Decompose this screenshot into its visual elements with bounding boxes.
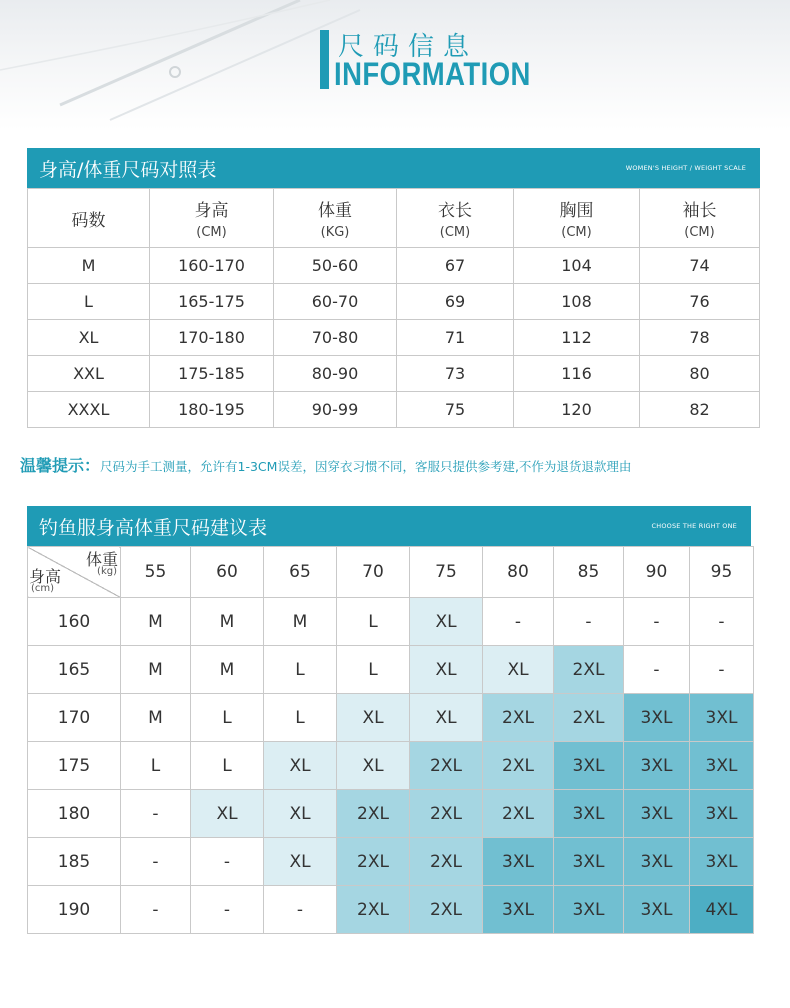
size-chart-cell: 104 bbox=[514, 248, 640, 284]
recommend-cell: M bbox=[191, 646, 264, 694]
header-accent-bar bbox=[320, 30, 329, 89]
size-chart-row bbox=[28, 320, 760, 356]
column-label: 衣长 bbox=[438, 201, 472, 221]
recommend-cell: 3XL bbox=[624, 886, 690, 934]
recommend-cell: - bbox=[264, 886, 337, 934]
recommend-cell: 3XL bbox=[690, 790, 754, 838]
recommend-cell: L bbox=[264, 694, 337, 742]
column-label: 袖长 bbox=[682, 201, 717, 221]
recommend-row bbox=[28, 838, 754, 886]
size-chart-cell: 80-90 bbox=[274, 356, 397, 392]
recommend-cell: 3XL bbox=[554, 790, 624, 838]
size-chart-header-cell bbox=[274, 189, 397, 248]
height-axis-unit: (cm) bbox=[31, 583, 55, 594]
size-chart-cell: 82 bbox=[640, 392, 760, 428]
size-chart-cell: 175-185 bbox=[150, 356, 274, 392]
size-chart-cell: 75 bbox=[397, 392, 514, 428]
column-label: 身高 bbox=[194, 201, 229, 221]
size-chart-cell: 170-180 bbox=[150, 320, 274, 356]
size-chart-cell: XL bbox=[28, 320, 150, 356]
recommend-row bbox=[28, 886, 754, 934]
recommend-cell: 2XL bbox=[337, 790, 410, 838]
recommend-cell: - bbox=[690, 598, 754, 646]
recommend-cell: L bbox=[337, 598, 410, 646]
recommend-cell: 2XL bbox=[410, 886, 483, 934]
size-chart-cell: 50-60 bbox=[274, 248, 397, 284]
weight-header-cell: 65 bbox=[264, 547, 337, 598]
recommend-cell: M bbox=[264, 598, 337, 646]
recommend-cell: XL bbox=[410, 598, 483, 646]
size-chart-cell: 71 bbox=[397, 320, 514, 356]
recommend-cell: 2XL bbox=[410, 790, 483, 838]
recommend-cell: 3XL bbox=[554, 742, 624, 790]
size-tip bbox=[20, 453, 631, 476]
recommend-cell: 3XL bbox=[483, 886, 554, 934]
recommend-cell: XL bbox=[337, 742, 410, 790]
size-chart-cell: 160-170 bbox=[150, 248, 274, 284]
size-chart-cell: L bbox=[28, 284, 150, 320]
recommend-cell: - bbox=[483, 598, 554, 646]
recommend-cell: M bbox=[121, 694, 191, 742]
weight-axis-label: 体重 bbox=[85, 550, 118, 569]
recommend-cell: 3XL bbox=[624, 790, 690, 838]
size-chart-cell: 180-195 bbox=[150, 392, 274, 428]
size-chart-header-cell bbox=[514, 189, 640, 248]
size-chart-table bbox=[27, 188, 760, 428]
size-chart-cell: 76 bbox=[640, 284, 760, 320]
height-header-cell: 170 bbox=[28, 694, 121, 742]
weight-header-cell: 75 bbox=[410, 547, 483, 598]
size-chart-cell: XXXL bbox=[28, 392, 150, 428]
recommend-cell: - bbox=[191, 886, 264, 934]
weight-axis-unit: (kg) bbox=[97, 566, 117, 577]
size-chart-row bbox=[28, 248, 760, 284]
recommend-cell: L bbox=[191, 742, 264, 790]
recommend-cell: - bbox=[554, 598, 624, 646]
column-unit: (CM) bbox=[684, 225, 715, 240]
weight-header-cell: 95 bbox=[690, 547, 754, 598]
size-chart-cell: 116 bbox=[514, 356, 640, 392]
recommend-cell: 4XL bbox=[690, 886, 754, 934]
size-chart-header-cell bbox=[640, 189, 760, 248]
height-header-cell: 165 bbox=[28, 646, 121, 694]
size-chart-cell: 78 bbox=[640, 320, 760, 356]
recommend-cell: - bbox=[690, 646, 754, 694]
tip-label: 温馨提示： bbox=[20, 456, 101, 475]
size-chart-cell: 74 bbox=[640, 248, 760, 284]
size-chart-row bbox=[28, 356, 760, 392]
height-header-cell: 180 bbox=[28, 790, 121, 838]
height-header-cell: 175 bbox=[28, 742, 121, 790]
recommend-header-row bbox=[28, 547, 754, 598]
recommend-cell: 3XL bbox=[690, 838, 754, 886]
recommend-cell: 3XL bbox=[554, 886, 624, 934]
column-unit: (KG) bbox=[320, 225, 350, 240]
weight-header-cell: 55 bbox=[121, 547, 191, 598]
size-chart-cell: 112 bbox=[514, 320, 640, 356]
recommend-cell: XL bbox=[264, 742, 337, 790]
recommend-cell: M bbox=[191, 598, 264, 646]
size-chart-cell: 70-80 bbox=[274, 320, 397, 356]
header-title-cn: 尺码信息 bbox=[338, 32, 479, 62]
recommend-chart-table bbox=[27, 546, 754, 934]
size-chart-cell: 69 bbox=[397, 284, 514, 320]
recommend-cell: 2XL bbox=[483, 790, 554, 838]
recommend-cell: 3XL bbox=[690, 742, 754, 790]
size-chart-title-bar bbox=[27, 148, 760, 188]
recommend-cell: - bbox=[121, 886, 191, 934]
recommend-row bbox=[28, 694, 754, 742]
size-chart-cell: 73 bbox=[397, 356, 514, 392]
weight-header-cell: 90 bbox=[624, 547, 690, 598]
recommend-cell: M bbox=[121, 646, 191, 694]
recommend-cell: - bbox=[121, 838, 191, 886]
tip-text: 尺码为手工测量，允许有1-3CM误差，因穿衣习惯不同，客服只提供参考建,不作为退货退款理由 bbox=[100, 459, 632, 474]
recommend-cell: XL bbox=[264, 790, 337, 838]
recommend-cell: - bbox=[121, 790, 191, 838]
recommend-cell: L bbox=[264, 646, 337, 694]
recommend-cell: - bbox=[624, 598, 690, 646]
recommend-chart-subtitle: CHOOSE THE RIGHT ONE bbox=[651, 522, 737, 530]
size-chart-row bbox=[28, 284, 760, 320]
column-unit: (CM) bbox=[439, 225, 471, 240]
recommend-cell: 2XL bbox=[483, 742, 554, 790]
height-header-cell: 185 bbox=[28, 838, 121, 886]
recommend-cell: 3XL bbox=[624, 838, 690, 886]
column-label: 胸围 bbox=[559, 201, 594, 221]
recommend-cell: L bbox=[191, 694, 264, 742]
recommend-cell: 2XL bbox=[554, 694, 624, 742]
recommend-row bbox=[28, 598, 754, 646]
recommend-cell: M bbox=[121, 598, 191, 646]
size-chart-cell: 67 bbox=[397, 248, 514, 284]
header-title-en: INFORMATION bbox=[334, 56, 531, 92]
height-header-cell: 160 bbox=[28, 598, 121, 646]
size-chart-cell: 108 bbox=[514, 284, 640, 320]
recommend-cell: L bbox=[337, 646, 410, 694]
recommend-cell: XL bbox=[264, 838, 337, 886]
size-chart-cell: 165-175 bbox=[150, 284, 274, 320]
recommend-cell: XL bbox=[483, 646, 554, 694]
size-chart-header-row bbox=[28, 189, 760, 248]
recommend-chart-title-bar bbox=[27, 506, 751, 546]
recommend-cell: 2XL bbox=[410, 742, 483, 790]
recommend-cell: 3XL bbox=[554, 838, 624, 886]
recommend-chart-title: 钓鱼服身高体重尺码建议表 bbox=[39, 516, 268, 539]
recommend-cell: XL bbox=[410, 694, 483, 742]
size-chart-header-cell bbox=[150, 189, 274, 248]
column-label: 码数 bbox=[71, 210, 106, 231]
recommend-cell: 3XL bbox=[624, 694, 690, 742]
recommend-cell: 3XL bbox=[483, 838, 554, 886]
recommend-cell: XL bbox=[410, 646, 483, 694]
column-unit: (CM) bbox=[196, 225, 227, 240]
weight-header-cell: 70 bbox=[337, 547, 410, 598]
recommend-cell: L bbox=[121, 742, 191, 790]
size-chart-cell: 120 bbox=[514, 392, 640, 428]
recommend-cell: 2XL bbox=[554, 646, 624, 694]
weight-header-cell: 60 bbox=[191, 547, 264, 598]
size-chart-cell: 90-99 bbox=[274, 392, 397, 428]
recommend-cell: - bbox=[624, 646, 690, 694]
size-chart-cell: XXL bbox=[28, 356, 150, 392]
recommend-cell: 2XL bbox=[410, 838, 483, 886]
recommend-row bbox=[28, 742, 754, 790]
column-unit: (CM) bbox=[561, 225, 592, 240]
size-chart-subtitle: WOMEN'S HEIGHT / WEIGHT SCALE bbox=[625, 164, 746, 172]
size-chart-row bbox=[28, 392, 760, 428]
size-chart-cell: 80 bbox=[640, 356, 760, 392]
size-chart-cell: 60-70 bbox=[274, 284, 397, 320]
height-header-cell: 190 bbox=[28, 886, 121, 934]
recommend-row bbox=[28, 790, 754, 838]
recommend-cell: - bbox=[191, 838, 264, 886]
size-chart-title: 身高/体重尺码对照表 bbox=[39, 158, 217, 181]
corner-cell bbox=[28, 547, 121, 598]
recommend-cell: 2XL bbox=[337, 838, 410, 886]
recommend-row bbox=[28, 646, 754, 694]
recommend-cell: 2XL bbox=[337, 886, 410, 934]
size-chart-header-cell bbox=[28, 189, 150, 248]
recommend-cell: 3XL bbox=[624, 742, 690, 790]
size-chart-cell: M bbox=[28, 248, 150, 284]
recommend-cell: XL bbox=[337, 694, 410, 742]
recommend-cell: XL bbox=[191, 790, 264, 838]
height-axis-label: 身高 bbox=[29, 567, 62, 586]
recommend-cell: 2XL bbox=[483, 694, 554, 742]
recommend-cell: 3XL bbox=[690, 694, 754, 742]
column-label: 体重 bbox=[318, 201, 352, 221]
size-chart-header-cell bbox=[397, 189, 514, 248]
weight-header-cell: 80 bbox=[483, 547, 554, 598]
weight-header-cell: 85 bbox=[554, 547, 624, 598]
